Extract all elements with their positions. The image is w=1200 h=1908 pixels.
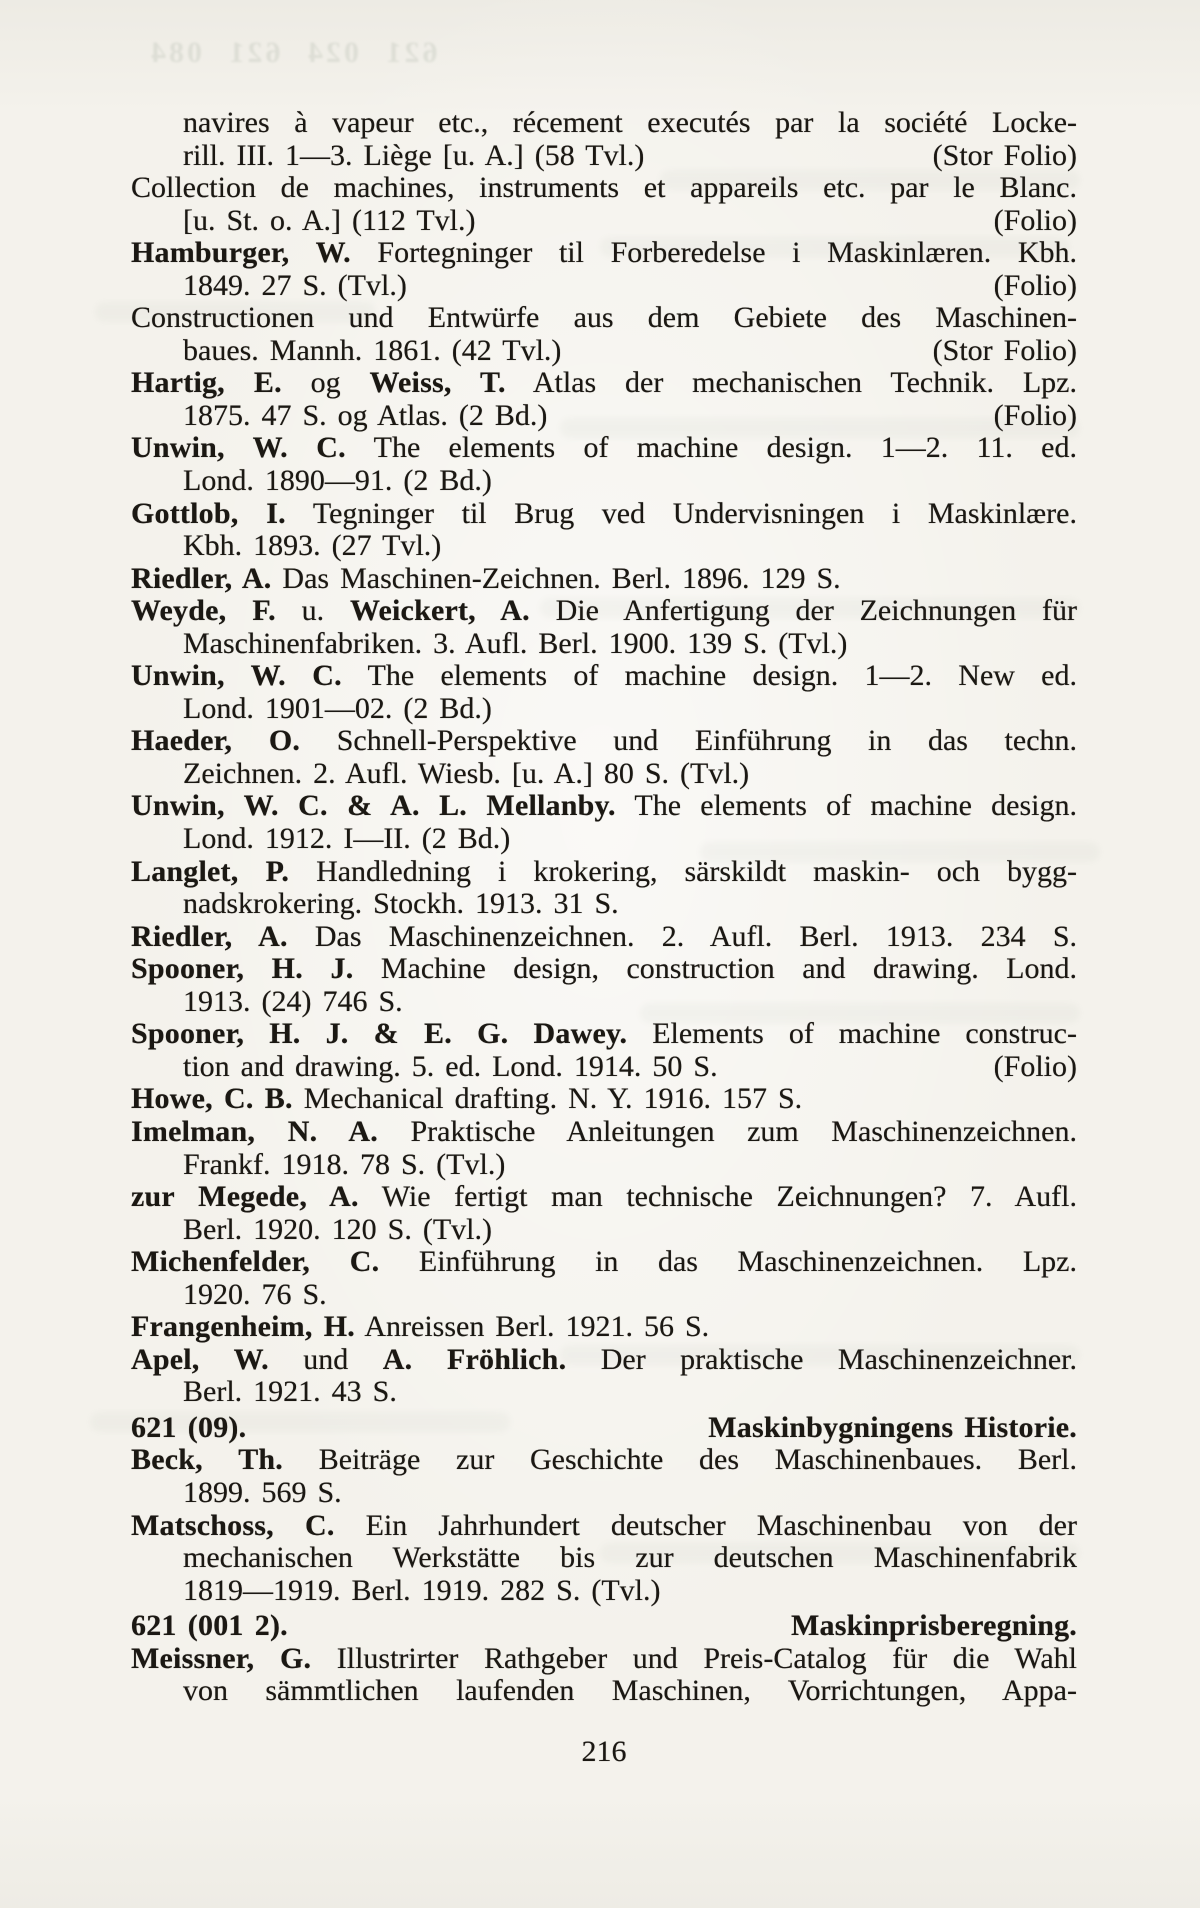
entry-text-segment: Anreissen Berl. 1921. 56 S. <box>355 1310 710 1344</box>
entry-text <box>183 1375 397 1408</box>
author-name: Unwin, W. C. <box>131 659 342 693</box>
author-name: Spooner, H. J. & E. G. Dawey. <box>131 1017 628 1051</box>
bib-entry-line <box>131 1444 1077 1477</box>
entry-text-segment: Lond. 1901—02. (2 Bd.) <box>183 691 492 725</box>
author-name: Frangenheim, H. <box>131 1310 355 1344</box>
entry-text <box>131 1642 1077 1675</box>
bib-entry-line <box>131 823 1077 856</box>
bib-entry-line <box>131 205 1077 238</box>
bib-entry-line <box>131 1542 1077 1575</box>
entry-text <box>183 822 510 855</box>
bib-entry-line <box>131 237 1077 270</box>
author-name: Hamburger, W. <box>131 236 351 270</box>
bib-entry-line <box>131 856 1077 889</box>
author-name: Michenfelder, C. <box>131 1245 380 1279</box>
author-name: 621 (09). <box>131 1410 247 1444</box>
section-heading-line <box>131 1412 1077 1445</box>
bib-entry-line <box>131 660 1077 693</box>
bib-entry-line <box>131 367 1077 400</box>
bib-entry-line <box>131 693 1077 726</box>
bib-entry-line <box>131 1181 1077 1214</box>
entry-text-segment: Einführung in das Maschinenzeichnen. Lpz. <box>379 1245 1077 1279</box>
entry-text <box>131 952 1077 985</box>
entry-text <box>183 692 492 725</box>
bib-entry-line <box>131 595 1077 628</box>
section-code <box>131 1610 288 1643</box>
entry-text-segment: 1875. 47 S. og Atlas. (2 Bd.) <box>183 398 548 432</box>
entry-text <box>183 1213 492 1246</box>
entry-text <box>183 205 476 238</box>
bleedthrough-text: 621 024 621 084 <box>148 36 438 69</box>
entry-text <box>131 1017 1077 1050</box>
entry-text <box>131 1245 1077 1278</box>
bib-entry-line <box>131 432 1077 465</box>
entry-text <box>131 855 1077 888</box>
author-name: Unwin, W. C. & A. L. Mellanby. <box>131 789 616 823</box>
bib-entry-line <box>131 1376 1077 1409</box>
entry-text <box>131 236 1077 269</box>
bib-entry-line <box>131 1149 1077 1182</box>
entry-text <box>183 529 441 562</box>
bib-entry-line <box>131 758 1077 791</box>
entry-text-segment: Frankf. 1918. 78 S. (Tvl.) <box>183 1147 506 1181</box>
entry-text-segment: baues. Mannh. 1861. (42 Tvl.) <box>183 333 562 367</box>
entry-text <box>183 270 407 303</box>
author-name: Riedler, A. <box>131 561 272 595</box>
entry-text <box>131 659 1077 692</box>
bib-entry-line <box>131 986 1077 1019</box>
entry-text-segment: The elements of machine design. <box>615 789 1077 823</box>
entry-text-segment: 1920. 76 S. <box>183 1277 327 1311</box>
entry-text <box>183 1674 1077 1707</box>
entry-text-segment: The elements of machine design. 1—2. 11. ed. <box>345 431 1077 465</box>
entry-text <box>183 757 749 790</box>
author-name: 621 (001 2). <box>131 1609 288 1643</box>
entry-text <box>131 366 1077 399</box>
entry-text-segment: Schnell-Perspektive und Einführung in das techn. <box>300 724 1078 758</box>
entry-text-segment: Tegninger til Brug ved Undervisningen i Maskinlære. <box>285 496 1077 530</box>
bib-entry-line <box>131 1643 1077 1676</box>
entry-text-segment: Der praktische Maschinenzeichner. <box>566 1342 1077 1376</box>
bib-entry-line <box>131 465 1077 498</box>
entry-text <box>131 724 1077 757</box>
bib-entry-line <box>131 530 1077 563</box>
entry-text-segment: navires à vapeur etc., récement executés par la société Locke- <box>183 106 1077 139</box>
format-note: (Folio) <box>993 203 1077 237</box>
author-name: Meissner, G. <box>131 1641 312 1675</box>
entry-text <box>131 1443 1077 1476</box>
bib-entry-line <box>131 140 1077 173</box>
entry-text <box>131 1310 709 1343</box>
bib-entry-line <box>131 498 1077 531</box>
entry-text-segment: Kbh. 1893. (27 Tvl.) <box>183 529 442 563</box>
bib-entry-line <box>131 270 1077 303</box>
section-heading-line <box>131 1610 1077 1643</box>
entry-text <box>131 1180 1077 1213</box>
author-name: A. Fröhlich. <box>382 1342 567 1376</box>
entry-text-segment: u. <box>275 594 350 628</box>
entry-text <box>131 497 1077 530</box>
author-name: Unwin, W. C. <box>131 431 346 465</box>
entry-text-segment: 1819—1919. Berl. 1919. 282 S. (Tvl.) <box>183 1573 661 1607</box>
entry-text-segment: rill. III. 1—3. Liège [u. A.] (58 Tvl.) <box>183 138 645 172</box>
entry-text <box>183 335 561 368</box>
author-name: Weickert, A. <box>349 594 530 628</box>
bib-entry-line <box>131 563 1077 596</box>
bib-entry-line <box>131 1279 1077 1312</box>
entry-text-segment: Elements of machine construc- <box>627 1017 1077 1051</box>
entry-text-segment: mechanischen Werkstätte bis zur deutschen Maschinenfabrik <box>183 1541 1077 1575</box>
entry-text-segment: Fortegninger til Forberedelse i Maskinlæren. Kbh. <box>350 236 1077 270</box>
entry-text <box>131 1115 1077 1148</box>
bib-entry-line <box>131 921 1077 954</box>
entry-text <box>131 562 841 595</box>
author-name: Gottlob, I. <box>131 496 286 530</box>
author-name: Weiss, T. <box>369 366 506 400</box>
format-note: (Stor Folio) <box>932 138 1077 172</box>
entry-text-segment: Lond. 1912. I—II. (2 Bd.) <box>183 822 511 856</box>
bib-entry-line <box>131 172 1077 205</box>
entry-text <box>183 1051 718 1084</box>
entry-text <box>183 140 644 173</box>
entry-text <box>183 464 492 497</box>
bib-entry-line <box>131 1675 1077 1708</box>
bib-entry-line <box>131 302 1077 335</box>
section-title: Maskinbygningens Historie. <box>708 1410 1077 1444</box>
entry-text-segment: Maschinenfabriken. 3. Aufl. Berl. 1900. 139 S. (Tvl.) <box>183 626 848 660</box>
entry-text <box>183 1541 1077 1574</box>
author-name: Haeder, O. <box>131 724 301 758</box>
entry-text <box>183 400 547 433</box>
entry-text-segment: tion and drawing. 5. ed. Lond. 1914. 50 S. <box>183 1049 718 1083</box>
format-note: (Stor Folio) <box>932 333 1077 367</box>
entry-text-segment: nadskrokering. Stockh. 1913. 31 S. <box>183 887 619 921</box>
entry-text-segment: Berl. 1921. 43 S. <box>183 1375 397 1409</box>
entry-text-segment: Handledning i krokering, särskildt maskin- och bygg- <box>289 854 1077 888</box>
entry-text <box>183 1148 505 1181</box>
entry-text-segment: [u. St. o. A.] (112 Tvl.) <box>183 203 476 237</box>
entry-text <box>131 920 1077 953</box>
bib-entry-line <box>131 1311 1077 1344</box>
entry-text-segment: Die Anfertigung der Zeichnungen für <box>529 594 1077 628</box>
entry-text <box>131 789 1077 822</box>
bib-entry-line <box>131 1575 1077 1608</box>
entry-text-segment: og <box>281 366 370 400</box>
entry-text-segment: Wie fertigt man technische Zeichnungen? 7. Aufl. <box>358 1180 1077 1214</box>
entry-text <box>131 594 1077 627</box>
bib-entry-line <box>131 1083 1077 1116</box>
entry-text-segment: Das Maschinen-Zeichnen. Berl. 1896. 129 S. <box>271 561 841 595</box>
bibliography-lines <box>131 107 1077 1708</box>
entry-text <box>183 1476 342 1509</box>
section-title: Maskinprisberegning. <box>791 1609 1077 1643</box>
entry-text <box>183 627 847 660</box>
entry-text-segment: Zeichnen. 2. Aufl. Wiesb. [u. A.] 80 S. (Tvl.) <box>183 756 750 790</box>
entry-text <box>131 431 1077 464</box>
author-name: Howe, C. B. <box>131 1082 293 1116</box>
bib-entry-line <box>131 1344 1077 1377</box>
bib-entry-line <box>131 1018 1077 1051</box>
bib-entry-line <box>131 628 1077 661</box>
bib-entry-line <box>131 1214 1077 1247</box>
entry-text-segment: The elements of machine design. 1—2. New ed. <box>341 659 1077 693</box>
author-name: zur Megede, A. <box>131 1180 359 1214</box>
format-note: (Folio) <box>993 268 1077 302</box>
bib-entry-line <box>131 1477 1077 1510</box>
author-name: Riedler, A. <box>131 919 288 953</box>
entry-text-segment: 1899. 569 S. <box>183 1475 342 1509</box>
entry-text-segment: Collection de machines, instruments et appareils etc. par le Blanc. <box>131 171 1077 205</box>
author-name: Beck, Th. <box>131 1443 283 1477</box>
page-number: 216 <box>581 1735 627 1768</box>
entry-text <box>183 1278 327 1311</box>
bib-entry-line <box>131 790 1077 823</box>
entry-text-segment: und <box>268 1342 383 1376</box>
entry-text <box>131 1082 802 1115</box>
bib-entry-line <box>131 725 1077 758</box>
bib-entry-line <box>131 1246 1077 1279</box>
entry-text-segment: 1913. (24) 746 S. <box>183 984 403 1018</box>
entry-text-segment: Berl. 1920. 120 S. (Tvl.) <box>183 1212 492 1246</box>
author-name: Imelman, N. A. <box>131 1114 378 1148</box>
entry-text <box>183 1574 660 1607</box>
bib-entry-line <box>131 335 1077 368</box>
entry-text <box>183 887 619 920</box>
entry-text-segment: Beiträge zur Geschichte des Maschinenbaues. Berl. <box>282 1443 1077 1477</box>
entry-text-segment: 1849. 27 S. (Tvl.) <box>183 268 407 302</box>
entry-text-segment: Lond. 1890—91. (2 Bd.) <box>183 464 492 498</box>
bib-entry-line <box>131 400 1077 433</box>
entry-text-segment: Illustrirter Rathgeber und Preis-Catalog für die Wahl <box>311 1641 1077 1675</box>
entry-text <box>183 106 1077 139</box>
author-name: Spooner, H. J. <box>131 952 354 986</box>
bib-entry-line <box>131 1116 1077 1149</box>
entry-text-segment: Mechanical drafting. N. Y. 1916. 157 S. <box>292 1082 803 1116</box>
entry-text <box>131 171 1077 204</box>
bib-entry-line <box>131 107 1077 140</box>
format-note: (Folio) <box>993 398 1077 432</box>
entry-text <box>131 1343 1077 1376</box>
author-name: Langlet, P. <box>131 854 290 888</box>
section-code <box>131 1412 246 1445</box>
entry-text-segment: Ein Jahrhundert deutscher Maschinenbau von der <box>334 1508 1077 1542</box>
author-name: Apel, W. <box>131 1342 269 1376</box>
bib-entry-line <box>131 1051 1077 1084</box>
author-name: Hartig, E. <box>131 366 282 400</box>
format-note: (Folio) <box>993 1049 1077 1083</box>
author-name: Matschoss, C. <box>131 1508 335 1542</box>
entry-text <box>131 1509 1077 1542</box>
entry-text-segment: Machine design, construction and drawing. Lond. <box>353 952 1077 986</box>
entry-text <box>183 985 403 1018</box>
entry-text-segment: Atlas der mechanischen Technik. Lpz. <box>505 366 1077 400</box>
author-name: Weyde, F. <box>131 594 276 628</box>
entry-text <box>131 301 1077 334</box>
entry-text-segment: von sämmtlichen laufenden Maschinen, Vorrichtungen, Appa- <box>183 1674 1077 1708</box>
bib-entry-line <box>131 1510 1077 1543</box>
bib-entry-line <box>131 953 1077 986</box>
bib-entry-line <box>131 888 1077 921</box>
entry-text-segment: Constructionen und Entwürfe aus dem Gebiete des Maschinen- <box>131 301 1077 335</box>
entry-text-segment: Praktische Anleitungen zum Maschinenzeichnen. <box>377 1114 1077 1148</box>
entry-text-segment: Das Maschinenzeichnen. 2. Aufl. Berl. 1913. 234 S. <box>287 919 1078 953</box>
